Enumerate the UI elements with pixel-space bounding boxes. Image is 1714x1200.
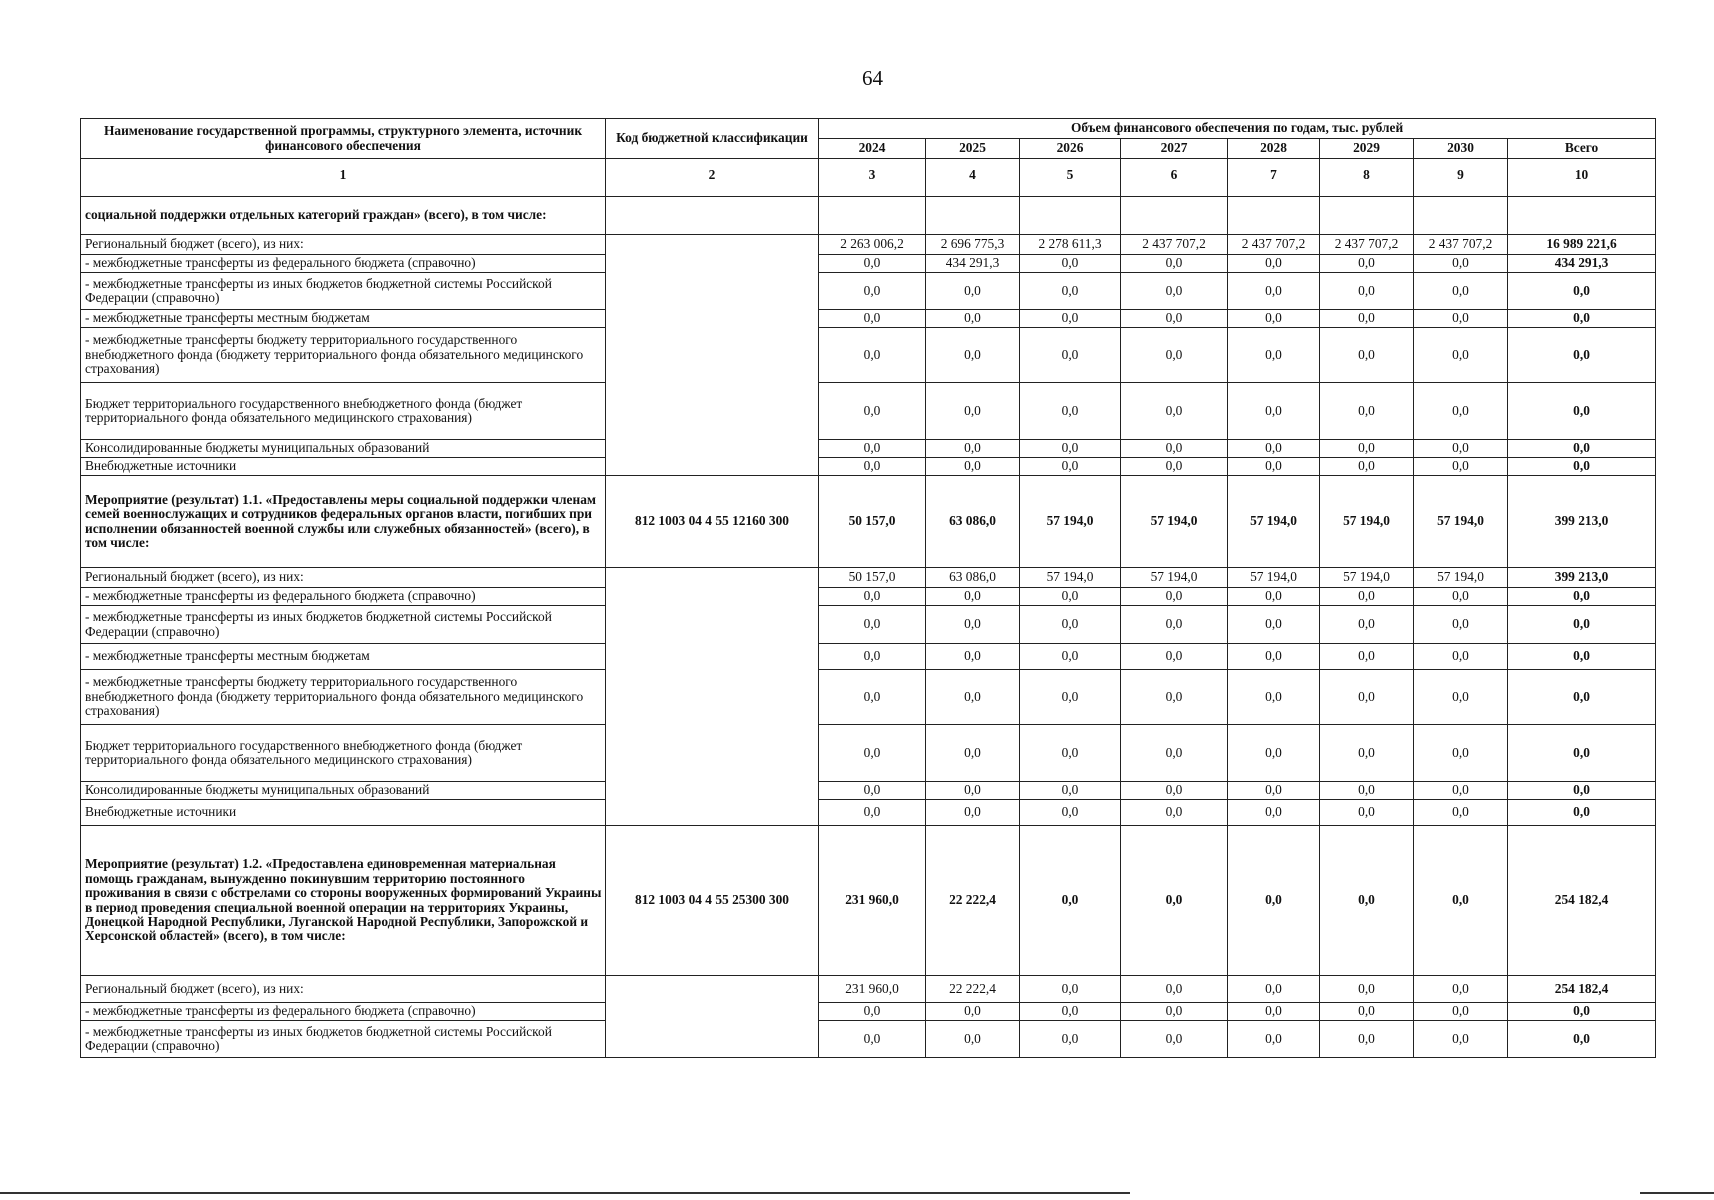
year-value — [1414, 197, 1508, 235]
year-value: 0,0 — [1121, 310, 1228, 328]
year-value: 0,0 — [1121, 328, 1228, 383]
year-value: 2 437 707,2 — [1121, 235, 1228, 255]
row-name: Мероприятие (результат) 1.1. «Предоставлены меры социальной поддержки членам семей военнослужащих и сотрудников федеральных органов власти, погибших при исполнении обязанностей военной службы или служебных обязанностей» (всего), в том числе: — [81, 476, 606, 568]
row-name: - межбюджетные трансферты местным бюджетам — [81, 644, 606, 670]
year-value: 0,0 — [926, 1003, 1020, 1021]
year-value: 0,0 — [819, 440, 926, 458]
table-row — [81, 235, 1656, 255]
header-year: 2028 — [1228, 139, 1320, 159]
year-value: 0,0 — [1320, 1003, 1414, 1021]
year-value: 0,0 — [1121, 826, 1228, 976]
total-value: 399 213,0 — [1508, 476, 1656, 568]
page-number: 64 — [862, 66, 883, 90]
table-row — [81, 588, 1656, 606]
table-row — [81, 328, 1656, 383]
scan-edge-line — [0, 1192, 1130, 1194]
year-value: 0,0 — [1020, 826, 1121, 976]
total-value: 0,0 — [1508, 800, 1656, 826]
year-value: 0,0 — [1320, 273, 1414, 310]
year-value: 50 157,0 — [819, 476, 926, 568]
year-value: 0,0 — [1228, 458, 1320, 476]
year-value — [926, 197, 1020, 235]
table-row — [81, 976, 1656, 1003]
year-value: 57 194,0 — [1228, 568, 1320, 588]
year-value: 0,0 — [819, 606, 926, 644]
year-value: 0,0 — [1414, 1003, 1508, 1021]
year-value: 57 194,0 — [1414, 476, 1508, 568]
year-value: 57 194,0 — [1414, 568, 1508, 588]
scan-edge-line — [1640, 1192, 1714, 1194]
year-value: 0,0 — [1414, 725, 1508, 782]
row-name: Бюджет территориального государственного внебюджетного фонда (бюджет территориального фонда обязательного медицинского страхования) — [81, 383, 606, 440]
row-name: - межбюджетные трансферты из федерального бюджета (справочно) — [81, 588, 606, 606]
budget-code — [606, 976, 819, 1058]
year-value: 0,0 — [1320, 440, 1414, 458]
year-value: 0,0 — [926, 310, 1020, 328]
year-value: 0,0 — [1320, 255, 1414, 273]
year-value: 57 194,0 — [1228, 476, 1320, 568]
year-value: 0,0 — [1228, 310, 1320, 328]
year-value: 0,0 — [1020, 1003, 1121, 1021]
row-name: - межбюджетные трансферты из федерального бюджета (справочно) — [81, 1003, 606, 1021]
row-name: Консолидированные бюджеты муниципальных образований — [81, 782, 606, 800]
year-value: 0,0 — [1320, 383, 1414, 440]
year-value: 0,0 — [1228, 273, 1320, 310]
table-row — [81, 782, 1656, 800]
year-value: 0,0 — [1228, 328, 1320, 383]
table-row — [81, 800, 1656, 826]
year-value: 57 194,0 — [1020, 568, 1121, 588]
year-value: 0,0 — [1228, 440, 1320, 458]
year-value: 0,0 — [926, 1021, 1020, 1058]
year-value: 0,0 — [1320, 588, 1414, 606]
year-value: 0,0 — [926, 458, 1020, 476]
row-name: - межбюджетные трансферты из иных бюджетов бюджетной системы Российской Федерации (справочно) — [81, 273, 606, 310]
year-value: 2 437 707,2 — [1414, 235, 1508, 255]
header-year: Всего — [1508, 139, 1656, 159]
year-value: 0,0 — [926, 782, 1020, 800]
header-code: Код бюджетной классификации — [606, 119, 819, 159]
year-value: 0,0 — [1020, 588, 1121, 606]
total-value: 0,0 — [1508, 1003, 1656, 1021]
year-value: 0,0 — [1020, 383, 1121, 440]
header-year: 2026 — [1020, 139, 1121, 159]
year-value: 0,0 — [1414, 1021, 1508, 1058]
year-value: 0,0 — [926, 588, 1020, 606]
total-value: 0,0 — [1508, 440, 1656, 458]
year-value: 0,0 — [819, 782, 926, 800]
year-value: 0,0 — [1020, 725, 1121, 782]
total-value: 0,0 — [1508, 273, 1656, 310]
table-row — [81, 725, 1656, 782]
total-value: 0,0 — [1508, 782, 1656, 800]
row-name: Внебюджетные источники — [81, 800, 606, 826]
total-value: 0,0 — [1508, 670, 1656, 725]
header-year: 2030 — [1414, 139, 1508, 159]
year-value: 0,0 — [1020, 440, 1121, 458]
year-value: 0,0 — [926, 644, 1020, 670]
header-column-number: 5 — [1020, 159, 1121, 197]
year-value: 50 157,0 — [819, 568, 926, 588]
year-value: 2 278 611,3 — [1020, 235, 1121, 255]
year-value: 0,0 — [1320, 725, 1414, 782]
header-column-number: 6 — [1121, 159, 1228, 197]
total-value: 0,0 — [1508, 383, 1656, 440]
total-value: 0,0 — [1508, 458, 1656, 476]
year-value: 0,0 — [1121, 255, 1228, 273]
year-value: 0,0 — [1121, 976, 1228, 1003]
year-value: 0,0 — [1414, 976, 1508, 1003]
budget-code: 812 1003 04 4 55 25300 300 — [606, 826, 819, 976]
year-value — [1320, 197, 1414, 235]
year-value: 0,0 — [819, 273, 926, 310]
year-value: 63 086,0 — [926, 476, 1020, 568]
year-value: 2 437 707,2 — [1228, 235, 1320, 255]
header-column-number: 8 — [1320, 159, 1414, 197]
year-value: 0,0 — [819, 310, 926, 328]
year-value: 0,0 — [1414, 606, 1508, 644]
year-value: 0,0 — [1414, 782, 1508, 800]
year-value: 0,0 — [819, 458, 926, 476]
year-value: 0,0 — [819, 1003, 926, 1021]
year-value: 0,0 — [1020, 670, 1121, 725]
total-value: 254 182,4 — [1508, 826, 1656, 976]
table-row — [81, 383, 1656, 440]
total-value: 0,0 — [1508, 725, 1656, 782]
year-value: 0,0 — [1320, 976, 1414, 1003]
year-value: 0,0 — [1228, 644, 1320, 670]
year-value: 0,0 — [1228, 606, 1320, 644]
year-value: 0,0 — [1121, 670, 1228, 725]
year-value: 0,0 — [1414, 458, 1508, 476]
year-value: 0,0 — [819, 383, 926, 440]
year-value: 0,0 — [1414, 273, 1508, 310]
row-name: - межбюджетные трансферты из федерального бюджета (справочно) — [81, 255, 606, 273]
row-name: социальной поддержки отдельных категорий граждан» (всего), в том числе: — [81, 197, 606, 235]
year-value: 0,0 — [926, 606, 1020, 644]
year-value: 2 263 006,2 — [819, 235, 926, 255]
year-value: 0,0 — [1414, 328, 1508, 383]
row-name: - межбюджетные трансферты из иных бюджетов бюджетной системы Российской Федерации (справочно) — [81, 606, 606, 644]
year-value: 231 960,0 — [819, 826, 926, 976]
year-value: 0,0 — [1414, 670, 1508, 725]
total-value: 0,0 — [1508, 644, 1656, 670]
year-value: 0,0 — [1228, 670, 1320, 725]
financing-table — [80, 118, 1656, 1058]
year-value: 0,0 — [1414, 644, 1508, 670]
total-value: 0,0 — [1508, 310, 1656, 328]
header-year: 2029 — [1320, 139, 1414, 159]
year-value: 0,0 — [1320, 670, 1414, 725]
year-value: 57 194,0 — [1121, 476, 1228, 568]
year-value — [1121, 197, 1228, 235]
year-value: 0,0 — [1121, 644, 1228, 670]
year-value: 0,0 — [926, 383, 1020, 440]
header-column-number: 3 — [819, 159, 926, 197]
year-value: 0,0 — [1320, 458, 1414, 476]
year-value: 0,0 — [819, 1021, 926, 1058]
year-value: 0,0 — [1020, 458, 1121, 476]
year-value: 0,0 — [1121, 1021, 1228, 1058]
header-year: 2027 — [1121, 139, 1228, 159]
table-row — [81, 826, 1656, 976]
row-name: - межбюджетные трансферты из иных бюджетов бюджетной системы Российской Федерации (справочно) — [81, 1021, 606, 1058]
table-row — [81, 644, 1656, 670]
year-value: 0,0 — [1414, 588, 1508, 606]
year-value: 0,0 — [1020, 782, 1121, 800]
year-value: 57 194,0 — [1020, 476, 1121, 568]
row-name: - межбюджетные трансферты бюджету территориального государственного внебюджетного фонда (бюджету территориального фонда обязательного медицинского страхования) — [81, 670, 606, 725]
year-value: 0,0 — [1121, 273, 1228, 310]
year-value: 0,0 — [1228, 725, 1320, 782]
year-value: 0,0 — [1320, 800, 1414, 826]
year-value: 0,0 — [1320, 310, 1414, 328]
year-value: 0,0 — [1414, 826, 1508, 976]
header-name: Наименование государственной программы, структурного элемента, источник финансового обеспечения — [81, 119, 606, 159]
row-name: - межбюджетные трансферты местным бюджетам — [81, 310, 606, 328]
year-value: 0,0 — [1020, 255, 1121, 273]
year-value: 57 194,0 — [1320, 476, 1414, 568]
year-value: 22 222,4 — [926, 826, 1020, 976]
year-value: 0,0 — [1020, 606, 1121, 644]
year-value: 0,0 — [1121, 588, 1228, 606]
year-value: 434 291,3 — [926, 255, 1020, 273]
header-volume: Объем финансового обеспечения по годам, тыс. рублей — [819, 119, 1656, 139]
year-value: 0,0 — [1020, 328, 1121, 383]
table-row — [81, 476, 1656, 568]
year-value: 0,0 — [1121, 800, 1228, 826]
total-value: 16 989 221,6 — [1508, 235, 1656, 255]
row-name: Внебюджетные источники — [81, 458, 606, 476]
year-value: 0,0 — [1320, 1021, 1414, 1058]
year-value: 0,0 — [1121, 725, 1228, 782]
year-value: 0,0 — [1020, 310, 1121, 328]
row-name: Бюджет территориального государственного внебюджетного фонда (бюджет территориального фонда обязательного медицинского страхования) — [81, 725, 606, 782]
year-value: 0,0 — [1121, 1003, 1228, 1021]
header-column-number: 2 — [606, 159, 819, 197]
year-value: 0,0 — [926, 670, 1020, 725]
total-value: 0,0 — [1508, 1021, 1656, 1058]
year-value: 0,0 — [1228, 1021, 1320, 1058]
year-value: 0,0 — [1320, 328, 1414, 383]
year-value: 0,0 — [1228, 1003, 1320, 1021]
budget-code — [606, 568, 819, 826]
year-value: 0,0 — [1020, 800, 1121, 826]
year-value: 0,0 — [1020, 644, 1121, 670]
year-value: 0,0 — [1121, 782, 1228, 800]
row-name: Консолидированные бюджеты муниципальных образований — [81, 440, 606, 458]
table-row — [81, 273, 1656, 310]
year-value: 57 194,0 — [1320, 568, 1414, 588]
table-row — [81, 670, 1656, 725]
table-row — [81, 197, 1656, 235]
year-value: 0,0 — [1228, 588, 1320, 606]
total-value: 254 182,4 — [1508, 976, 1656, 1003]
header-column-number: 9 — [1414, 159, 1508, 197]
year-value: 0,0 — [819, 255, 926, 273]
table-row — [81, 568, 1656, 588]
header-year: 2025 — [926, 139, 1020, 159]
year-value: 0,0 — [1414, 383, 1508, 440]
year-value: 0,0 — [819, 800, 926, 826]
year-value: 0,0 — [1320, 782, 1414, 800]
table-row — [81, 310, 1656, 328]
row-name: - межбюджетные трансферты бюджету территориального государственного внебюджетного фонда (бюджету территориального фонда обязательного медицинского страхования) — [81, 328, 606, 383]
year-value: 57 194,0 — [1121, 568, 1228, 588]
year-value: 0,0 — [1020, 976, 1121, 1003]
year-value: 0,0 — [1228, 255, 1320, 273]
header-year: 2024 — [819, 139, 926, 159]
year-value: 0,0 — [819, 725, 926, 782]
total-value: 399 213,0 — [1508, 568, 1656, 588]
year-value: 0,0 — [1228, 976, 1320, 1003]
year-value: 0,0 — [1320, 606, 1414, 644]
year-value: 2 696 775,3 — [926, 235, 1020, 255]
year-value — [819, 197, 926, 235]
table-row — [81, 440, 1656, 458]
year-value: 0,0 — [926, 273, 1020, 310]
budget-code — [606, 197, 819, 235]
row-name: Региональный бюджет (всего), из них: — [81, 976, 606, 1003]
year-value: 0,0 — [1121, 458, 1228, 476]
year-value: 0,0 — [1320, 644, 1414, 670]
year-value: 0,0 — [1320, 826, 1414, 976]
header-column-number: 1 — [81, 159, 606, 197]
year-value: 0,0 — [1020, 273, 1121, 310]
year-value: 231 960,0 — [819, 976, 926, 1003]
year-value: 22 222,4 — [926, 976, 1020, 1003]
row-name: Региональный бюджет (всего), из них: — [81, 568, 606, 588]
budget-code — [606, 235, 819, 476]
total-value: 434 291,3 — [1508, 255, 1656, 273]
table-row — [81, 1003, 1656, 1021]
table-row — [81, 1021, 1656, 1058]
header-column-number: 10 — [1508, 159, 1656, 197]
year-value: 0,0 — [819, 644, 926, 670]
year-value: 0,0 — [1414, 310, 1508, 328]
total-value: 0,0 — [1508, 588, 1656, 606]
total-value: 0,0 — [1508, 606, 1656, 644]
year-value: 0,0 — [1228, 782, 1320, 800]
year-value: 0,0 — [1228, 826, 1320, 976]
year-value: 0,0 — [819, 670, 926, 725]
year-value: 0,0 — [926, 800, 1020, 826]
table-row — [81, 255, 1656, 273]
year-value: 0,0 — [1414, 440, 1508, 458]
year-value: 0,0 — [1228, 383, 1320, 440]
year-value: 2 437 707,2 — [1320, 235, 1414, 255]
year-value: 0,0 — [926, 440, 1020, 458]
year-value — [1020, 197, 1121, 235]
year-value: 0,0 — [819, 328, 926, 383]
year-value: 0,0 — [1020, 1021, 1121, 1058]
year-value: 0,0 — [1228, 800, 1320, 826]
year-value: 0,0 — [819, 588, 926, 606]
year-value — [1228, 197, 1320, 235]
year-value: 0,0 — [1121, 606, 1228, 644]
year-value: 0,0 — [1414, 800, 1508, 826]
year-value: 0,0 — [1414, 255, 1508, 273]
year-value: 0,0 — [926, 328, 1020, 383]
budget-code: 812 1003 04 4 55 12160 300 — [606, 476, 819, 568]
table-row — [81, 458, 1656, 476]
header-column-number: 7 — [1228, 159, 1320, 197]
header-column-number: 4 — [926, 159, 1020, 197]
year-value: 0,0 — [1121, 440, 1228, 458]
total-value — [1508, 197, 1656, 235]
year-value: 0,0 — [926, 725, 1020, 782]
row-name: Региональный бюджет (всего), из них: — [81, 235, 606, 255]
year-value: 63 086,0 — [926, 568, 1020, 588]
total-value: 0,0 — [1508, 328, 1656, 383]
table-row — [81, 606, 1656, 644]
year-value: 0,0 — [1121, 383, 1228, 440]
row-name: Мероприятие (результат) 1.2. «Предоставлена единовременная материальная помощь гражданам, вынужденно покинувшим территорию постоянного проживания в связи с обстрелами со стороны вооруженных формирований Украины в период проведения специальной военной операции на территориях Украины, Донецкой Народной Республики, Луганской Народной Республики, Запорожской и Херсонской областей» (всего), в том числе: — [81, 826, 606, 976]
